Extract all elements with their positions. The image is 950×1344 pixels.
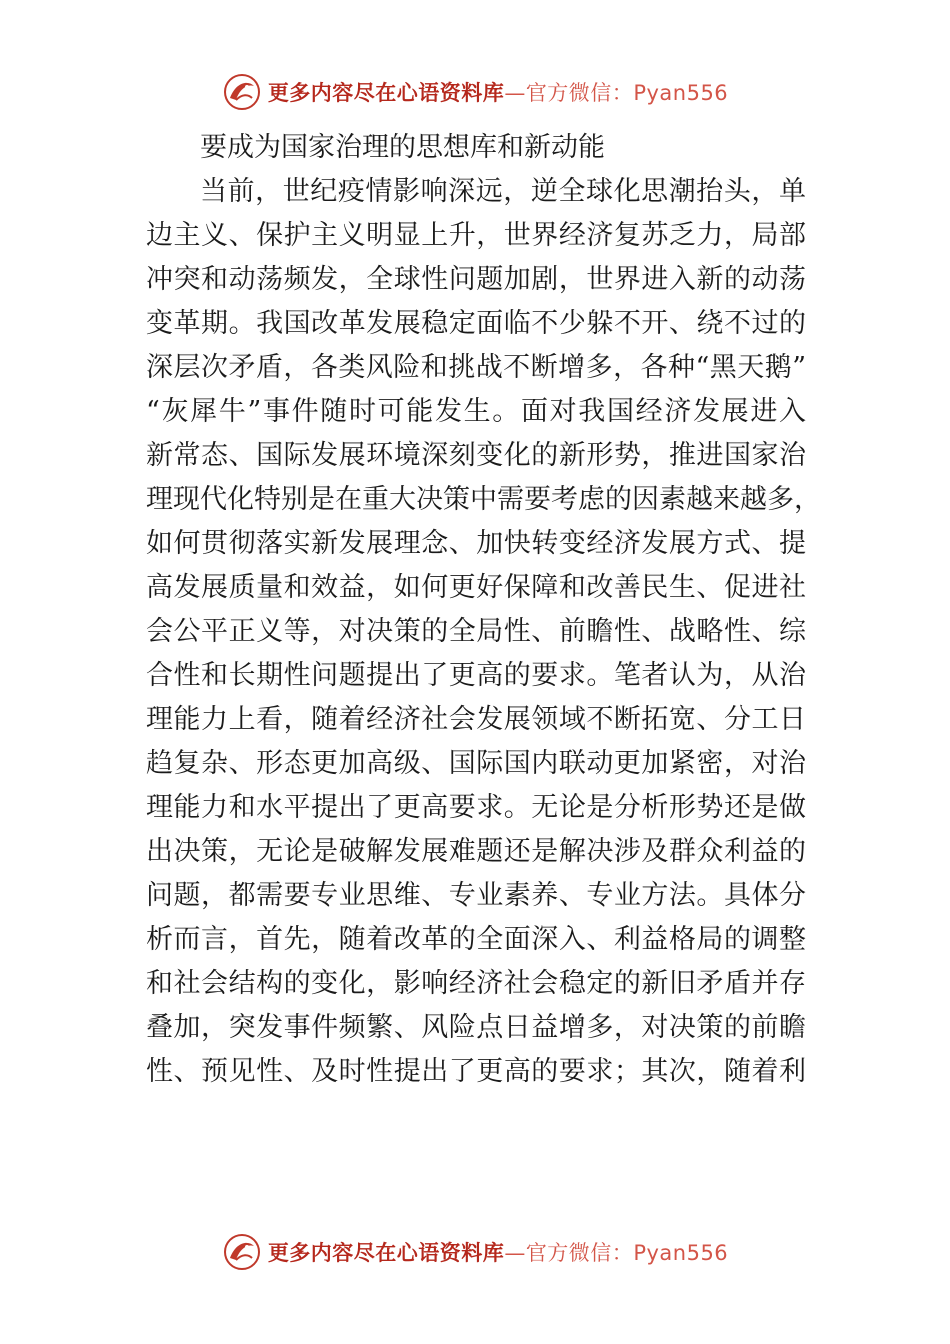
article-heading: 要成为国家治理的思想库和新动能 (200, 132, 605, 163)
paragraph-line: 会公平正义等，对决策的全局性、前瞻性、战略性、综 (146, 616, 806, 647)
header-brand: 更多内容尽在心语资料库 (267, 81, 505, 105)
header-contact-label: 官方微信： (525, 81, 634, 105)
header-contact-id: Pyan556 (633, 81, 729, 105)
footer-banner (0, 1232, 950, 1272)
paragraph-line: “灰犀牛”事件随时可能发生。面对我国经济发展进入 (146, 396, 806, 427)
paragraph-line: 性、预见性、及时性提出了更高的要求；其次，随着利 (146, 1056, 806, 1087)
paragraph-line: 新常态、国际发展环境深刻变化的新形势，推进国家治 (146, 440, 806, 471)
brand-logo-icon (222, 1232, 262, 1272)
paragraph-line: 和社会结构的变化，影响经济社会稳定的新旧矛盾并存 (146, 968, 806, 999)
article-body (146, 126, 821, 1094)
paragraph-line: 边主义、保护主义明显上升，世界经济复苏乏力，局部 (146, 220, 806, 251)
paragraph-line: 理现代化特别是在重大决策中需要考虑的因素越来越多， (146, 484, 821, 515)
paragraph-line: 理能力和水平提出了更高要求。无论是分析形势还是做 (146, 792, 806, 823)
header-separator: — (504, 81, 526, 105)
brand-logo-icon (222, 72, 262, 112)
paragraph-line: 趋复杂、形态更加高级、国际国内联动更加紧密，对治 (146, 748, 806, 779)
header-banner-text (268, 77, 728, 107)
paragraph-line: 出决策，无论是破解发展难题还是解决涉及群众利益的 (146, 836, 806, 867)
footer-separator: — (504, 1241, 526, 1265)
paragraph-line: 如何贯彻落实新发展理念、加快转变经济发展方式、提 (146, 528, 806, 559)
paragraph-line: 合性和长期性问题提出了更高的要求。笔者认为，从治 (146, 660, 806, 691)
header-banner (0, 72, 950, 112)
paragraph-line: 变革期。我国改革发展稳定面临不少躲不开、绕不过的 (146, 308, 806, 339)
footer-contact-id: Pyan556 (633, 1241, 729, 1265)
paragraph-line: 高发展质量和效益，如何更好保障和改善民生、促进社 (146, 572, 806, 603)
paragraph-line: 析而言，首先，随着改革的全面深入、利益格局的调整 (146, 924, 806, 955)
footer-banner-text (268, 1237, 728, 1267)
footer-brand: 更多内容尽在心语资料库 (267, 1241, 505, 1265)
paragraph-line: 冲突和动荡频发，全球性问题加剧，世界进入新的动荡 (146, 264, 806, 295)
paragraph-line: 叠加，突发事件频繁、风险点日益增多，对决策的前瞻 (146, 1012, 806, 1043)
paragraph-line: 深层次矛盾，各类风险和挑战不断增多，各种“黑天鹅” (146, 352, 806, 383)
footer-contact-label: 官方微信： (525, 1241, 634, 1265)
paragraph-line: 问题，都需要专业思维、专业素养、专业方法。具体分 (146, 880, 806, 911)
paragraph-line: 理能力上看，随着经济社会发展领域不断拓宽、分工日 (146, 704, 806, 735)
paragraph-line: 当前，世纪疫情影响深远，逆全球化思潮抬头，单 (200, 176, 806, 207)
